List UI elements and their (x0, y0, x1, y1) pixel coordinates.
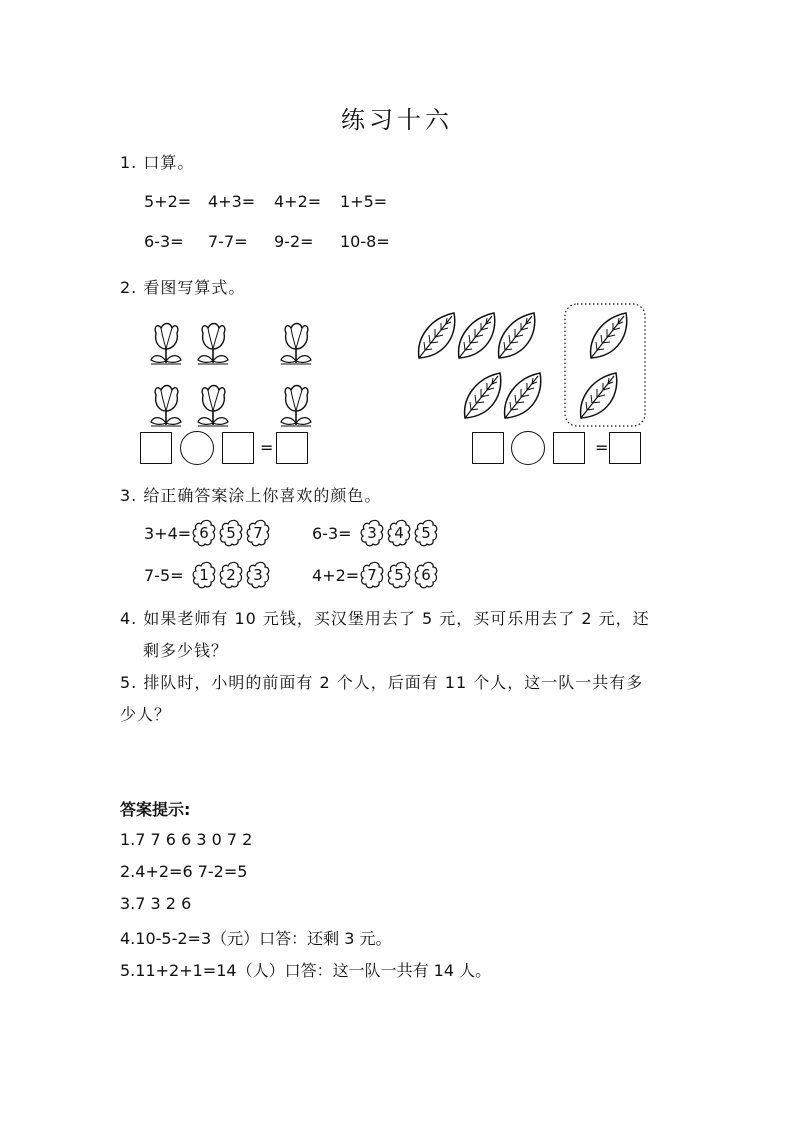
answer-box[interactable] (609, 432, 641, 464)
leaf-picture (412, 302, 652, 430)
leaf-icon (591, 313, 627, 358)
option-label: 5 (394, 566, 404, 584)
q5-text: 少人？ (120, 705, 172, 724)
tulip-icon (198, 324, 228, 365)
q1-eq: 7-7= (208, 232, 248, 251)
q3-label: 3. 给正确答案涂上你喜欢的颜色。 (120, 486, 382, 505)
answer-box[interactable] (276, 432, 308, 464)
answer-line: 5.11+2+1=14（人）口答：这一队一共有 14 人。 (120, 961, 492, 980)
q1-eq: 4+2= (274, 192, 322, 211)
q1-eq: 5+2= (144, 192, 192, 211)
answer-box[interactable] (472, 432, 504, 464)
answer-option[interactable] (219, 519, 243, 547)
answer-option[interactable] (387, 519, 411, 547)
q1-eq: 6-3= (144, 232, 184, 251)
option-label: 7 (253, 524, 263, 542)
q2-label: 2. 看图写算式。 (120, 278, 246, 297)
leaf-icon (465, 373, 501, 418)
q1-eq: 1+5= (340, 192, 388, 211)
leaf-icon (499, 313, 535, 358)
option-label: 5 (226, 524, 236, 542)
answer-option[interactable] (192, 561, 216, 589)
option-label: 1 (199, 566, 209, 584)
q4-text: 剩多少钱？ (143, 641, 229, 660)
q5-text: 5. 排队时，小明的前面有 2 个人，后面有 11 个人，这一队一共有多 (120, 673, 644, 692)
q1-label: 1. 口算。 (120, 153, 195, 172)
q1-eq: 4+3= (208, 192, 256, 211)
answer-box[interactable] (222, 432, 254, 464)
operator-circle[interactable] (180, 431, 214, 465)
answer-option[interactable] (246, 561, 270, 589)
option-label: 6 (421, 566, 431, 584)
operator-circle[interactable] (511, 431, 545, 465)
page-title: 练习十六 (341, 106, 453, 134)
q4-text: 4. 如果老师有 10 元钱，买汉堡用去了 5 元，买可乐用去了 2 元，还 (120, 609, 650, 628)
answer-option[interactable] (414, 519, 438, 547)
answer-line: 3.7 3 2 6 (120, 894, 192, 913)
tulip-picture (140, 315, 340, 430)
equals-sign: = (595, 438, 609, 457)
equals-sign: = (260, 438, 274, 457)
answer-option[interactable] (360, 519, 384, 547)
answer-line: 1.7 7 6 6 3 0 7 2 (120, 830, 253, 849)
leaf-icon (581, 373, 617, 418)
tulip-icon (198, 386, 228, 427)
answer-option[interactable] (219, 561, 243, 589)
option-label: 6 (199, 524, 209, 542)
answers-heading: 答案提示: (120, 800, 191, 819)
tulip-icon (151, 386, 181, 427)
tulip-icon (151, 324, 181, 365)
q1-eq: 10-8= (340, 232, 390, 251)
answer-option[interactable] (387, 561, 411, 589)
option-label: 3 (367, 524, 377, 542)
q1-eq: 9-2= (274, 232, 314, 251)
q3-expression: 4+2= (312, 566, 360, 585)
q3-expression: 7-5= (144, 566, 184, 585)
option-label: 3 (253, 566, 263, 584)
answer-option[interactable] (360, 561, 384, 589)
answer-option[interactable] (192, 519, 216, 547)
answer-line: 4.10-5-2=3（元）口答：还剩 3 元。 (120, 929, 392, 948)
tulip-icon (281, 386, 311, 427)
leaf-icon (459, 313, 495, 358)
q3-expression: 3+4= (144, 524, 192, 543)
option-label: 7 (367, 566, 377, 584)
answer-option[interactable] (246, 519, 270, 547)
option-label: 4 (394, 524, 404, 542)
answer-line: 2.4+2=6 7-2=5 (120, 862, 248, 881)
answer-option[interactable] (414, 561, 438, 589)
option-label: 2 (226, 566, 236, 584)
option-label: 5 (421, 524, 431, 542)
answer-box[interactable] (140, 432, 172, 464)
leaf-icon (419, 313, 455, 358)
tulip-icon (281, 324, 311, 365)
answer-box[interactable] (553, 432, 585, 464)
leaf-icon (505, 373, 541, 418)
q3-expression: 6-3= (312, 524, 352, 543)
